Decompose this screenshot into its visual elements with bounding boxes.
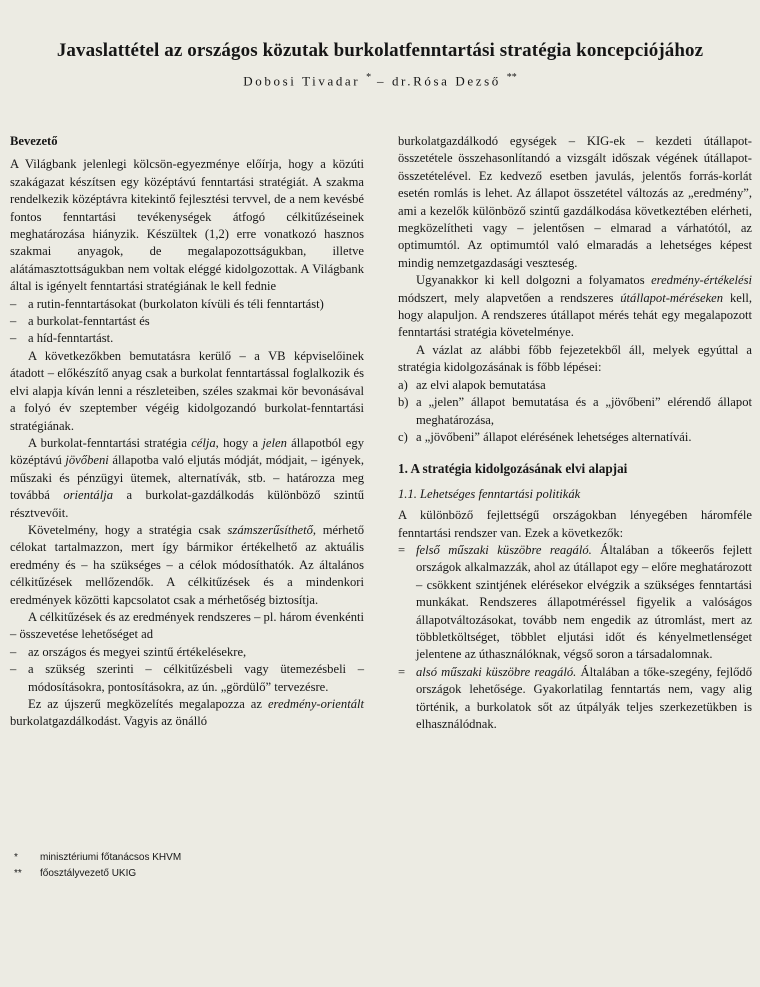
list-item: – a híd-fenntartást. xyxy=(10,331,114,346)
section-heading-intro: Bevezető xyxy=(10,134,58,148)
list-item: = felső műszaki küszöbre reagáló. Általában a tőkeerős fejlett országok alkalmazzák, ahol az útállapot egy – előre meghatározott – csökkent szintjének elérésekor elvégzik a szükséges fenntartási munkákat. Rendszeres állapotméréssel figyelik a valóságos állapotváltozásokat, tovább nem engedik az útromlást, mert az többletköltséget, többlet eljutási időt és kényelmetlenséget jelentene az úthasználóknak, végső soron a társadalomnak. xyxy=(398,542,752,662)
footnote: * minisztériumi főtanácsos KHVM xyxy=(14,852,182,863)
list-item: – a rutin-fenntartásokat (burkolaton kívüli és téli fenntartást) xyxy=(10,296,324,311)
footnote: ** főosztályvezető UKIG xyxy=(14,868,137,879)
paragraph: Ugyanakkor ki kell dolgozni a folyamatos eredmény-értékelési módszert, mely alapvetően a rendszeres útállapot-méréseken kell, hogy alapuljon. A rendszeres útállapot mérés tehát egy megalapozott fenntartási stratégia követelménye. xyxy=(398,273,753,340)
list-item: – az országos és megyei szintű értékelésekre, xyxy=(10,644,247,659)
paragraph: burkolatgazdálkodó egységek – KIG-ek – kezdeti útállapot-összetétele összehasonlítandó a vizsgált időszak végének útállapot-összetételével. Ez kedvező esetben javulás, jelentős forrás-korlát esetén romlás is lehet. Az állapot összetétel változás az „eredmény”, ami a kezelők különböző szintű gazdálkodása következtében elérheti, megközelítheti vagy – jelentősen – elmarad a várhatótól, az optimumtól. Az optimumtól való elmaradás a lehetséges képest mindig nemzetgazdasági veszteség. xyxy=(398,134,752,270)
right-column xyxy=(398,133,752,733)
author-1-mark: * xyxy=(366,72,372,83)
section-heading: 1. A stratégia kidolgozásának elvi alapjai xyxy=(398,461,628,477)
paragraph: A különböző fejlettségű országokban lényegében háromféle fenntartási rendszer van. Ezek a következők: xyxy=(398,508,752,540)
subsection-heading: 1.1. Lehetséges fenntartási politikák xyxy=(398,486,581,501)
list-item: c) a „jövőbeni” állapot elérésének lehetséges alternatívái. xyxy=(398,429,692,444)
footnotes xyxy=(14,850,364,882)
list-item: a) az elvi alapok bemutatása xyxy=(398,377,546,392)
paragraph: A burkolat-fenntartási stratégia célja, hogy a jelen állapotból egy középtávú jövőbeni állapotba való eljutás módját, módjait, – igények, műszaki és pénzügyi ütemek, alternatívák, stb. – határozza meg továbbá orientálja a burkolat-gazdálkodás különböző szintű résztvevőit. xyxy=(10,435,365,520)
left-column xyxy=(10,133,364,731)
paragraph: A vázlat az alábbi főbb fejezetekből áll, melyek egyúttal a stratégia kidolgozásának is főbb lépései: xyxy=(398,342,752,375)
author-1: Dobosi Tivadar xyxy=(243,73,361,89)
paragraph: A Világbank jelenlegi kölcsön-egyezménye előírja, hogy a közúti szakágazat készítsen egy középtávú fenntartási stratégiát. A szakma rendelkezik középtávra kitekintő fejlesztési tervvel, de a nem kevésbé fontos fenntartási tevékenységek átfogó célkitűzéseinek meghatározása hiányzik. Készültek (1,2) erre vonatkozó hasznos szakmai anyagok, de megalapozottságukban, illetve alátámasztottságukban nem voltak eléggé kidolgozottak. A Világbank által is igényelt fenntartási stratégiának le kell fednie xyxy=(10,157,364,294)
article-title: Javaslattétel az országos közutak burkolatfenntartási stratégia koncepciójához xyxy=(56,40,704,61)
list-item: = alsó műszaki küszöbre reagáló. Általában a tőke-szegény, fejlődő országok lehetősége. Gyakorlatilag fenntartás nem, vagy alig történik, a burkolatok sőt az útpályák teljes szerkezetükben is elhasználódnak. xyxy=(398,664,753,731)
author-separator: – xyxy=(376,73,387,89)
list-item: – a szükség szerinti – célkitűzésbeli vagy ütemezésbeli – módosításokra, pontosításokra, az ún. „gördülő” tervezésre. xyxy=(10,662,364,694)
author-2: dr.Rósa Dezső xyxy=(391,73,501,89)
paragraph: Követelmény, hogy a stratégia csak számszerűsíthető, mérhető célokat tartalmazzon, mert így bármikor értékelhető az aktuális eredmény és – ha szükséges – a célok módosíthatók. Az általános célkitűzések mellőzendők. A célkitűzések és a mindenkori eredmények közötti kapcsolatot csak a mérhetőség biztosítja. xyxy=(10,522,365,607)
author-line xyxy=(0,72,760,89)
paragraph: Ez az újszerű megközelítés megalapozza az eredmény-orientált burkolatgazdálkodást. Vagyis az önálló xyxy=(10,697,364,729)
paragraph: A célkitűzések és az eredmények rendszeres – pl. három évenkénti – összevetése lehetőséget ad xyxy=(10,609,364,642)
list-item: b) a „jelen” állapot bemutatása és a „jövőbeni” elérendő állapot meghatározása, xyxy=(398,395,752,427)
author-2-mark: ** xyxy=(506,72,517,83)
list-item: – a burkolat-fenntartást és xyxy=(10,314,150,329)
paragraph: A következőkben bemutatásra kerülő – a VB képviselőinek átadott – előkészítő anyag csak a burkolat fenntartással foglalkozik és elvi alapja kíván lenni a részleteiben, széles szakmai kör bevonásával a folyó év szeptember végéig kidolgozandó burkolat-fenntartási stratégiának. xyxy=(10,348,364,433)
